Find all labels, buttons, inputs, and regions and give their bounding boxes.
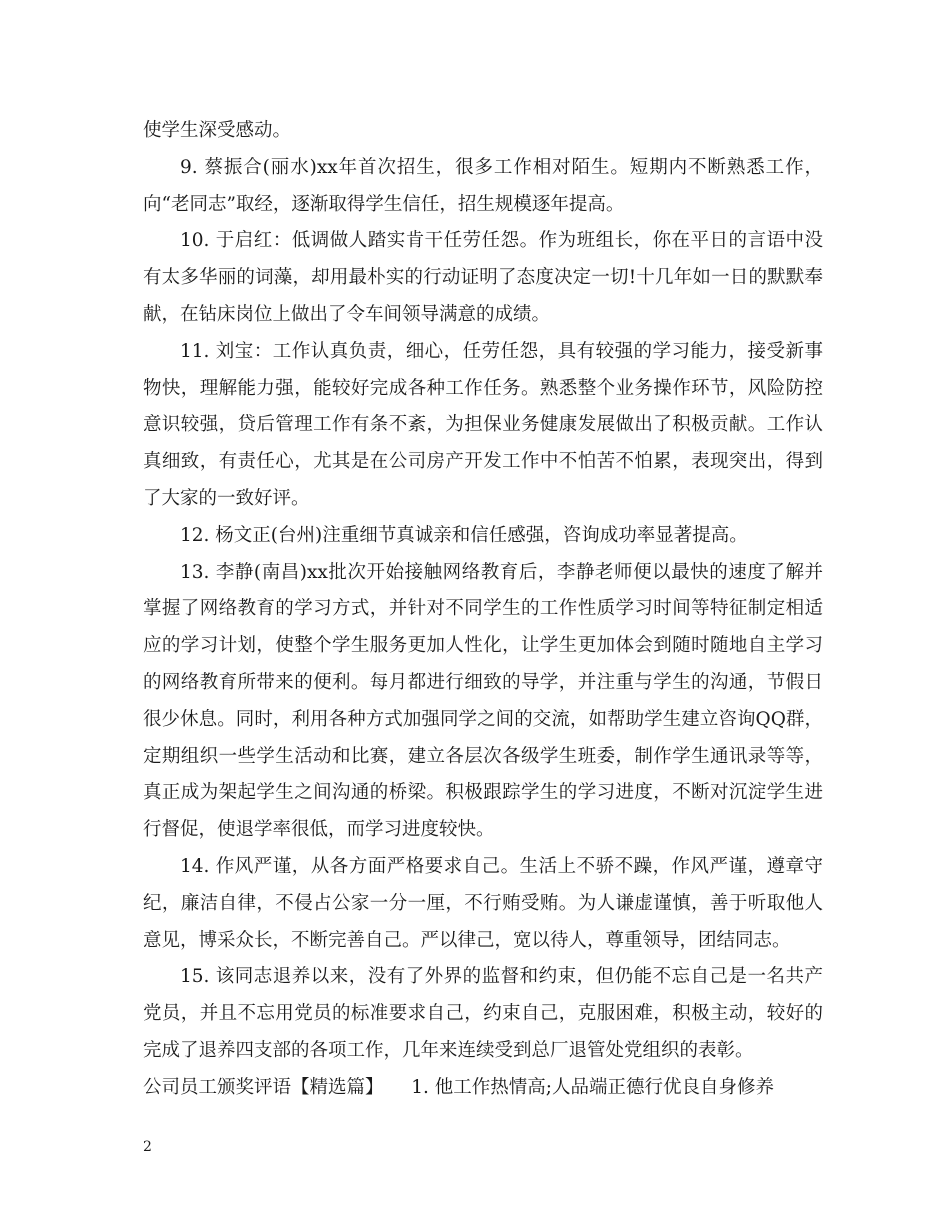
paragraph-item-10: 10. 于启红：低调做人踏实肯干任劳任怨。作为班组长，你在平日的言语中没有太多华丽的词藻，却用最朴实的行动证明了态度决定一切!十几年如一日的默默奉献，在钻床岗位上做出了令车间领导满意的成绩。 — [143, 230, 823, 325]
paragraph-item-14: 14. 作风严谨，从各方面严格要求自己。生活上不骄不躁，作风严谨，遵章守纪，廉洁自律，不侵占公家一分一厘，不行贿受贿。为人谦虚谨慎，善于听取他人意见，博采众长，不断完善自己。严以律己，宽以待人，尊重领导，团结同志。 — [143, 855, 823, 951]
paragraph-item-9: 9. 蔡振合(丽水)xx年首次招生，很多工作相对陌生。短期内不断熟悉工作，向“老同志”取经，逐渐取得学生信任，招生规模逐年提高。 — [143, 156, 823, 215]
page-number: 2 — [143, 1139, 152, 1155]
paragraph-item-15: 15. 该同志退养以来，没有了外界的监督和约束，但仍能不忘自己是一名共产党员，并且不忘用党员的标准要求自己，约束自己，克服困难，积极主动，较好的完成了退养四支部的各项工作，几年来连续受到总厂退管处党组织的表彰。 — [143, 966, 823, 1061]
paragraph-item-11: 11. 刘宝：工作认真负责，细心，任劳任怨，具有较强的学习能力，接受新事物快，理解能力强，能较好完成各种工作任务。熟悉整个业务操作环节，风险防控意识较强，贷后管理工作有条不紊，为担保业务健康发展做出了积极贡献。工作认真细致，有责任心，尤其是在公司房产开发工作中不怕苦不怕累，表现突出，得到了大家的一致好评。 — [143, 340, 823, 509]
paragraph-item-12: 12. 杨文正(台州)注重细节真诚亲和信任感强，咨询成功率显著提高。 — [180, 524, 748, 546]
paragraph-item-13: 13. 李静(南昌)xx批次开始接触网络教育后，李静老师便以最快的速度了解并掌握了网络教育的学习方式，并针对不同学生的工作性质学习时间等特征制定相适应的学习计划，使整个学生服务更加人性化，让学生更加体会到随时随地自主学习的网络教育所带来的便利。每月都进行细致的导学，并注重与学生的沟通，节假日很少休息。同时，利用各种方式加强同学之间的交流，如帮助学生建立咨询QQ群，定期组织一些学生活动和比赛，建立各层次各级学生班委，制作学生通讯录等等，真正成为架起学生之间沟通的桥梁。积极跟踪学生的学习进度，不断对沉淀学生进行督促，使退学率很低，而学习进度较快。 — [143, 561, 823, 841]
section-heading-line: 公司员工颁奖评语【精选篇】 1. 他工作热情高;人品端正德行优良自身修养 — [143, 1076, 775, 1098]
paragraph-continuation: 使学生深受感动。 — [143, 120, 292, 141]
document-body — [143, 113, 823, 1107]
